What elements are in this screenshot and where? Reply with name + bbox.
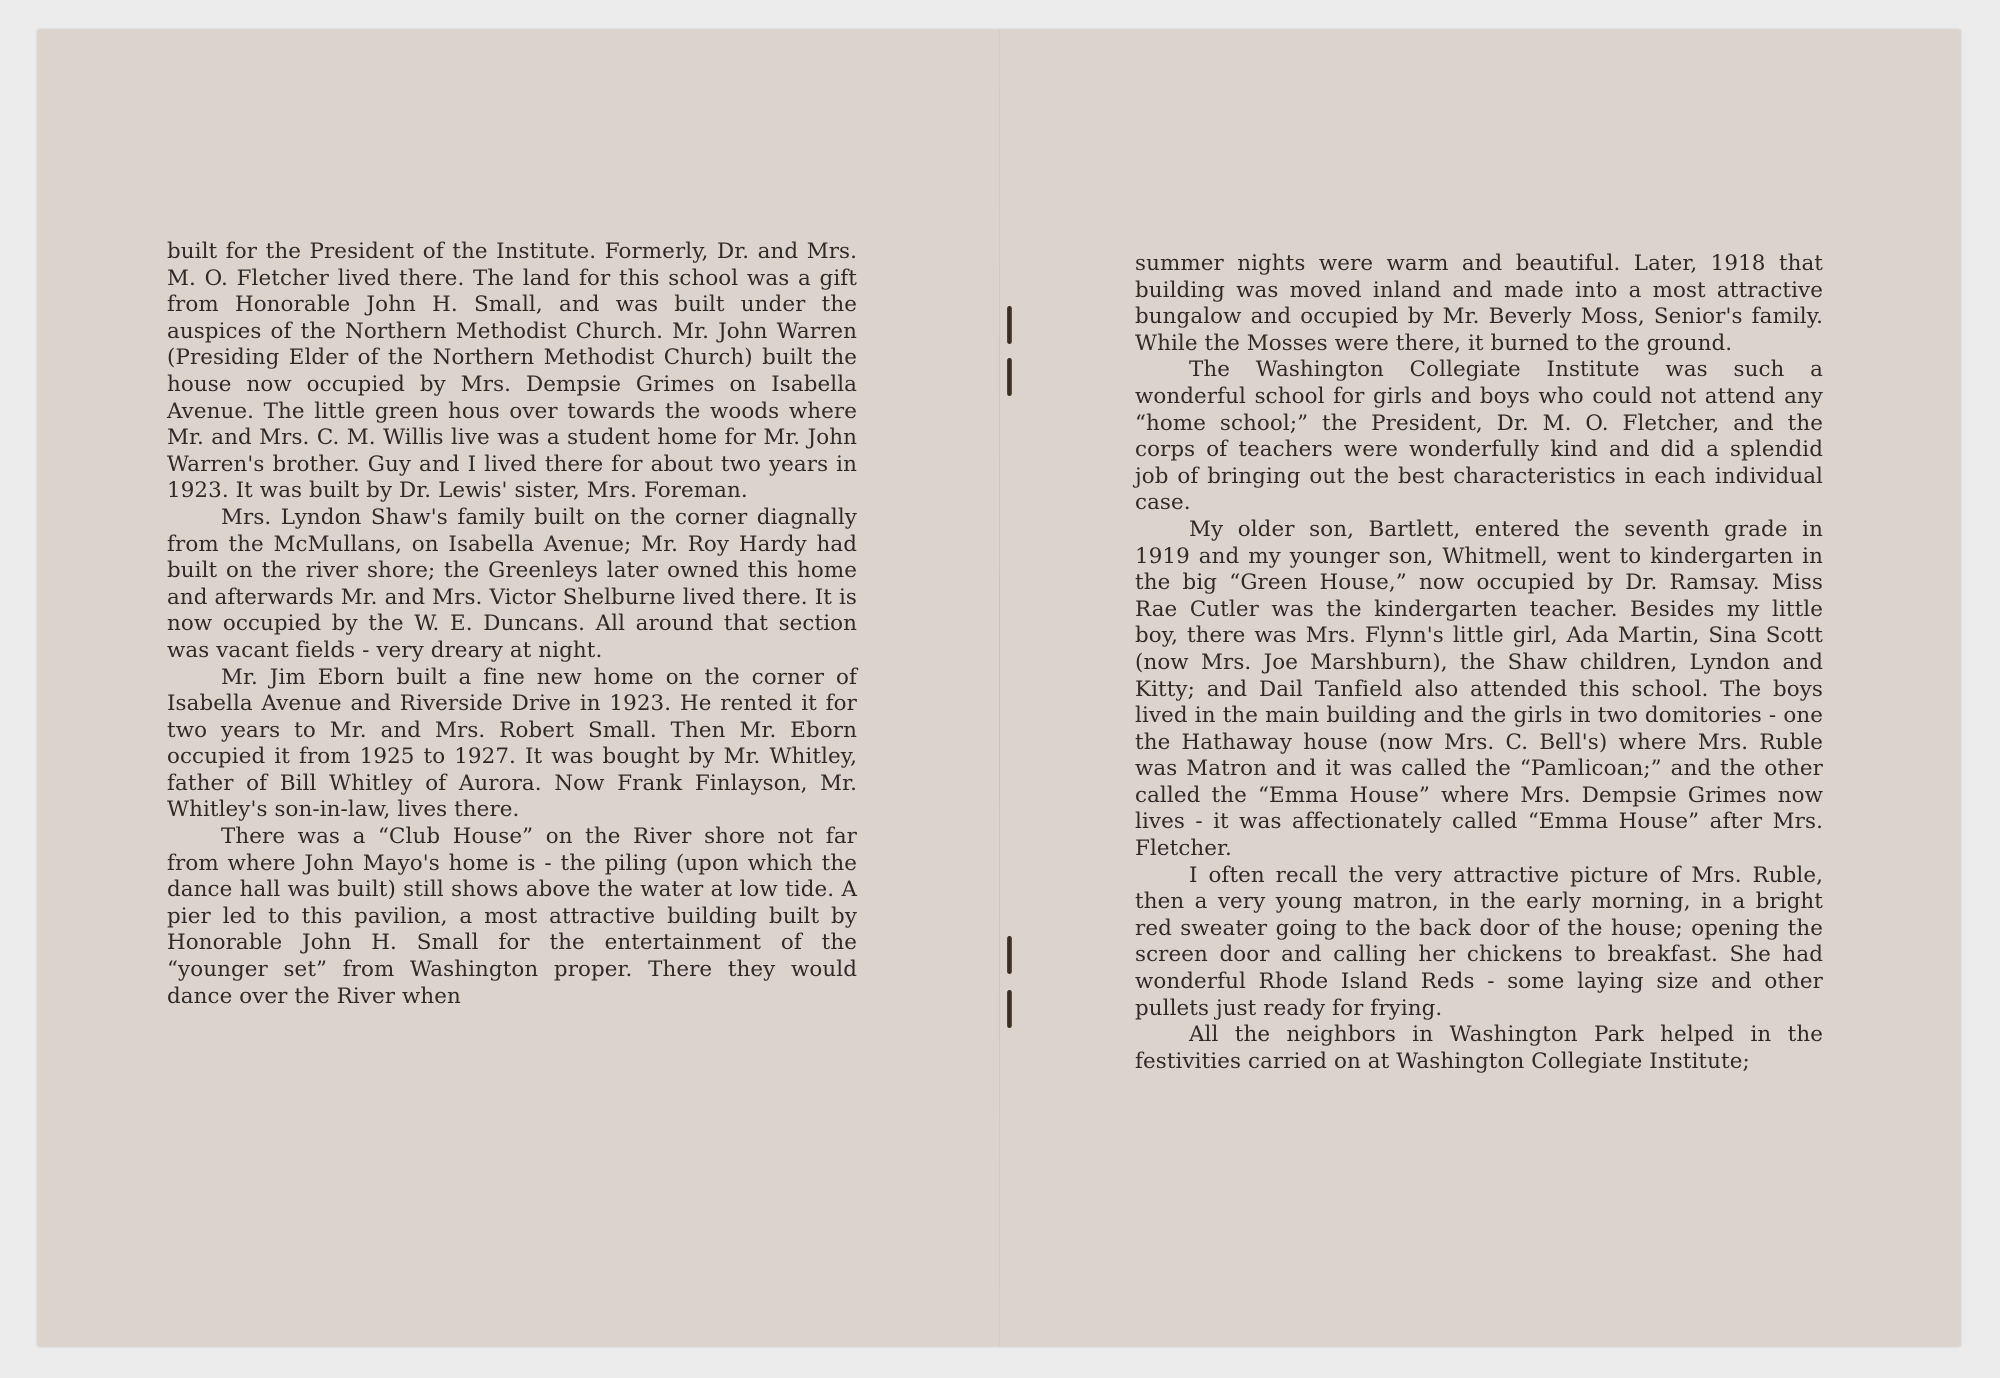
right-page bbox=[999, 30, 1960, 1346]
right-paragraph-1: summer nights were warm and beautiful. Later, 1918 that building was moved inland and made into a most attractive bungalow and occupied by Mr. Beverly Moss, Senior's family. While the Mosses were there, it burned to the ground. bbox=[1135, 251, 1823, 356]
right-paragraph-2: The Washington Collegiate Institute was such a wonderful school for girls and boys who could not attend any “home school;” the President, Dr. M. O. Fletcher, and the corps of teachers were wonderfully kind and did a splendid job of bringing out the best characteristics in each individual case. bbox=[1135, 357, 1823, 516]
left-paragraph-4: There was a “Club House” on the River shore not far from where John Mayo's home is - the piling (upon which the dance hall was built) still shows above the water at low tide. A pier led to this pavilion, a most attractive building built by Honorable John H. Small for the entertainment of the “younger set” from Washington proper. There they would dance over the River when bbox=[167, 824, 857, 1009]
right-paragraph-4: I often recall the very attractive picture of Mrs. Ruble, then a very young matron, in the early morning, in a bright red sweater going to the back door of the house; opening the screen door and calling her chickens to breakfast. She had wonderful Rhode Island Reds - some laying size and other pullets just ready for frying. bbox=[1135, 862, 1823, 1021]
right-page-text bbox=[1135, 251, 1823, 1075]
open-booklet bbox=[38, 30, 1960, 1346]
left-paragraph-1: built for the President of the Institute. Formerly, Dr. and Mrs. M. O. Fletcher lived there. The land for this school was a gift from Honorable John H. Small, and was built under the auspices of the Northern Methodist Church. Mr. John Warren (Presiding Elder of the Northern Methodist Church) built the house now occupied by Mrs. Dempsie Grimes on Isabella Avenue. The little green hous over towards the woods where Mr. and Mrs. C. M. Willis live was a student home for Mr. John Warren's brother. Guy and I lived there for about two years in 1923. It was built by Dr. Lewis' sister, Mrs. Foreman. bbox=[167, 239, 857, 504]
left-page bbox=[38, 30, 999, 1346]
right-paragraph-5: All the neighbors in Washington Park helped in the festivities carried on at Washington Collegiate Institute; bbox=[1135, 1022, 1823, 1074]
right-paragraph-3: My older son, Bartlett, entered the seventh grade in 1919 and my younger son, Whitmell, went to kindergarten in the big “Green House,” now occupied by Dr. Ramsay. Miss Rae Cutler was the kindergarten teacher. Besides my little boy, there was Mrs. Flynn's little girl, Ada Martin, Sina Scott (now Mrs. Joe Marshburn), the Shaw children, Lyndon and Kitty; and Dail Tanfield also attended this school. The boys lived in the main building and the girls in two domitories - one the Hathaway house (now Mrs. C. Bell's) where Mrs. Ruble was Matron and it was called the “Pamlicoan;” and the other called the “Emma House” where Mrs. Dempsie Grimes now lives - it was affectionately called “Emma House” after Mrs. Fletcher. bbox=[1135, 516, 1823, 862]
left-paragraph-2: Mrs. Lyndon Shaw's family built on the corner diagnally from the McMullans, on Isabella Avenue; Mr. Roy Hardy had built on the river shore; the Greenleys later owned this home and afterwards Mr. and Mrs. Victor Shelburne lived there. It is now occupied by the W. E. Duncans. All around that section was vacant fields - very dreary at night. bbox=[167, 504, 857, 663]
left-page-text bbox=[167, 239, 857, 1010]
left-paragraph-3: Mr. Jim Eborn built a fine new home on the corner of Isabella Avenue and Riverside Drive in 1923. He rented it for two years to Mr. and Mrs. Robert Small. Then Mr. Eborn occupied it from 1925 to 1927. It was bought by Mr. Whitley, father of Bill Whitley of Aurora. Now Frank Finlayson, Mr. Whitley's son-in-law, lives there. bbox=[167, 664, 857, 823]
